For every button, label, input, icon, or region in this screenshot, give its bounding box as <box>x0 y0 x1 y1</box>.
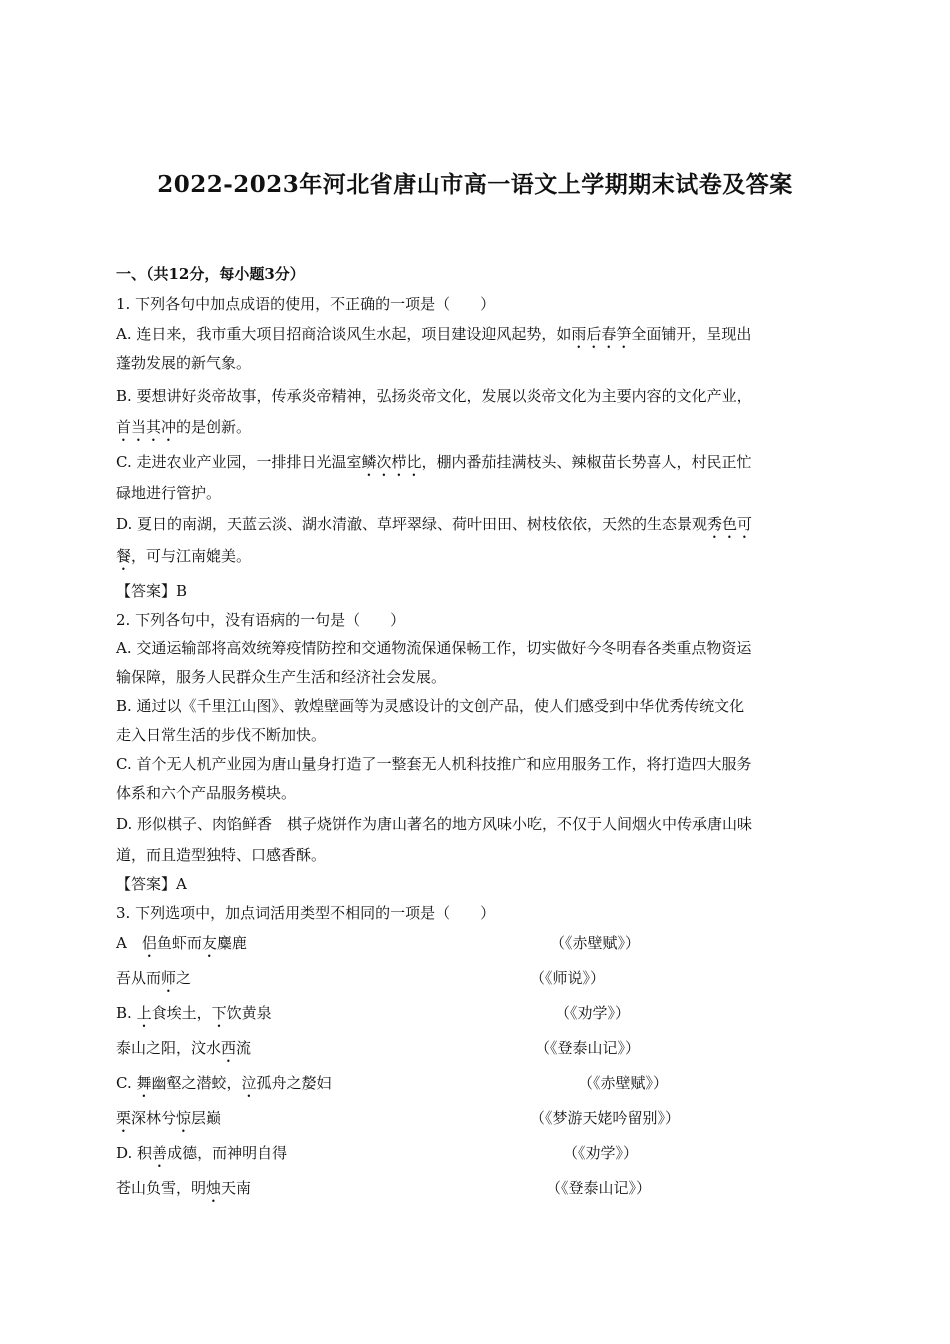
q1-d-idiom-part1: 秀色可 <box>707 515 753 533</box>
q3-row-d2 <box>116 1178 251 1206</box>
q3-source: （《登泰山记》） <box>546 1179 652 1197</box>
q1-option-d-cont <box>116 546 251 574</box>
q1-a-idiom: 雨后春笋 <box>571 325 632 343</box>
q3-source: （《赤壁赋》） <box>578 1074 669 1092</box>
q3-dotted-word: 舞 <box>136 1074 152 1092</box>
q3-row-text: 深林兮 <box>131 1109 177 1127</box>
q3-row-a1 <box>116 933 247 961</box>
q3-row-text: 孤舟之嫠妇 <box>256 1074 332 1092</box>
q3-dotted-word: 上 <box>136 1004 152 1022</box>
q3-dotted-word: 侣 <box>141 934 157 952</box>
q2-option-a-cont: 输保障，服务人民群众生产生活和经济社会发展。 <box>116 668 447 686</box>
q3-source: （《梦游天姥吟留别》） <box>530 1109 681 1127</box>
q3-source: （《师说》） <box>530 969 606 987</box>
q3-dotted-word: 西 <box>221 1039 237 1057</box>
page-title: 2022-2023年河北省唐山市高一语文上学期期末试卷及答案 <box>157 171 793 198</box>
q3-source: （《劝学》） <box>563 1144 639 1162</box>
q3-row-text: 食埃土， <box>151 1004 212 1022</box>
q1-a-text-after: 全面铺开，呈现出 <box>631 325 752 343</box>
q1-answer: 【答案】B <box>116 582 188 600</box>
q3-dotted-word: 惊 <box>176 1109 192 1127</box>
q3-row-prefix: D. <box>116 1144 138 1162</box>
q3-source: （《劝学》） <box>555 1004 631 1022</box>
q2-option-a: A. 交通运输部将高效统筹疫情防控和交通物流保通保畅工作，切实做好今冬明春各类重点物资运 <box>116 639 752 657</box>
q2-option-c-cont: 体系和六个产品服务模块。 <box>116 784 297 802</box>
q3-row-text: 泰山之阳，汶水 <box>116 1039 222 1057</box>
q3-row-text: 层巅 <box>191 1109 222 1127</box>
q3-row-d1 <box>116 1143 287 1171</box>
q3-source: （《赤壁赋》） <box>550 934 641 952</box>
q3-row-text: 流 <box>236 1039 252 1057</box>
q1-option-b-cont <box>116 417 251 445</box>
q3-row-a2 <box>116 968 191 996</box>
q3-row-text: 天南 <box>221 1179 252 1197</box>
q1-b-text-after: 的是创新。 <box>176 418 252 436</box>
q1-c-text: C. 走进农业产业园，一排排日光温室 <box>116 453 362 471</box>
q3-stem: 3. 下列选项中，加点词活用类型不相同的一项是（ ） <box>116 904 496 922</box>
q1-c-idiom: 鳞次栉比 <box>361 453 422 471</box>
q3-dotted-word: 栗 <box>116 1109 132 1127</box>
q2-option-b-cont: 走入日常生活的步伐不断加快。 <box>116 726 327 744</box>
q3-dotted-word: 善 <box>152 1144 168 1162</box>
q2-option-b: B. 通过以《千里江山图》、敦煌壁画等为灵感设计的文创产品，使人们感受到中华优秀传统文化 <box>116 697 745 715</box>
q3-dotted-word: 烛 <box>206 1179 222 1197</box>
q2-stem: 2. 下列各句中，没有语病的一句是（ ） <box>116 611 406 629</box>
q3-row-prefix: B. <box>116 1004 137 1022</box>
q3-row-text: 幽壑之潜蛟， <box>151 1074 242 1092</box>
q3-row-text: 麋鹿 <box>216 934 247 952</box>
q1-option-d <box>116 514 752 542</box>
q3-row-c1 <box>116 1073 332 1101</box>
q3-row-b1 <box>116 1003 272 1031</box>
q1-option-b: B. 要想讲好炎帝故事，传承炎帝精神，弘扬炎帝文化，发展以炎帝文化为主要内容的文化产业， <box>116 387 752 405</box>
q1-b-idiom: 首当其冲 <box>116 418 177 436</box>
section-heading: 一、（共12分，每小题3分） <box>116 265 305 283</box>
q3-row-b2 <box>116 1038 251 1066</box>
q1-c-text-after: ，棚内番茄挂满枝头、辣椒苗长势喜人，村民正忙 <box>421 453 752 471</box>
q3-row-text: 鱼虾而 <box>156 934 202 952</box>
q1-option-a-cont: 蓬勃发展的新气象。 <box>116 354 252 372</box>
q3-row-text: 吾从而 <box>116 969 162 987</box>
q2-option-c: C. 首个无人机产业园为唐山量身打造了一整套无人机科技推广和应用服务工作，将打造四大服务 <box>116 755 752 773</box>
q2-option-d: D. 形似棋子、肉馅鲜香 棋子烧饼作为唐山著名的地方风味小吃，不仅于人间烟火中传承唐山味 <box>116 815 753 833</box>
q3-row-prefix: C. <box>116 1074 137 1092</box>
q1-option-c <box>116 452 752 480</box>
q3-dotted-word: 友 <box>201 934 217 952</box>
q3-source: （《登泰山记》） <box>535 1039 641 1057</box>
q1-d-text: D. 夏日的南湖，天蓝云淡、湖水清澈、草坪翠绿、荷叶田田、树枝依依，天然的生态景观 <box>116 515 708 533</box>
q1-option-a <box>116 324 751 352</box>
q1-option-c-cont: 碌地进行管护。 <box>116 484 222 502</box>
q2-answer: 【答案】A <box>116 875 187 893</box>
q3-row-text: 之 <box>176 969 192 987</box>
q3-row-text: 饮黄泉 <box>226 1004 272 1022</box>
q3-dotted-word: 师 <box>161 969 177 987</box>
q3-row-prefix: A <box>116 934 142 952</box>
q3-row-text: 成德，而神明自得 <box>167 1144 288 1162</box>
q1-stem: 1. 下列各句中加点成语的使用，不正确的一项是（ ） <box>116 295 496 313</box>
q2-option-d-cont: 道，而且造型独特、口感香酥。 <box>116 846 327 864</box>
q1-d-idiom-part2: 餐 <box>116 547 132 565</box>
q3-row-text: 积 <box>137 1144 153 1162</box>
q3-dotted-word: 泣 <box>241 1074 257 1092</box>
q1-d-text-after: ，可与江南媲美。 <box>131 547 252 565</box>
q3-dotted-word: 下 <box>211 1004 227 1022</box>
q3-row-text: 苍山负雪，明 <box>116 1179 207 1197</box>
q3-row-c2 <box>116 1108 221 1136</box>
q1-a-text: A. 连日来，我市重大项目招商洽谈风生水起，项目建设迎风起势，如 <box>116 325 572 343</box>
